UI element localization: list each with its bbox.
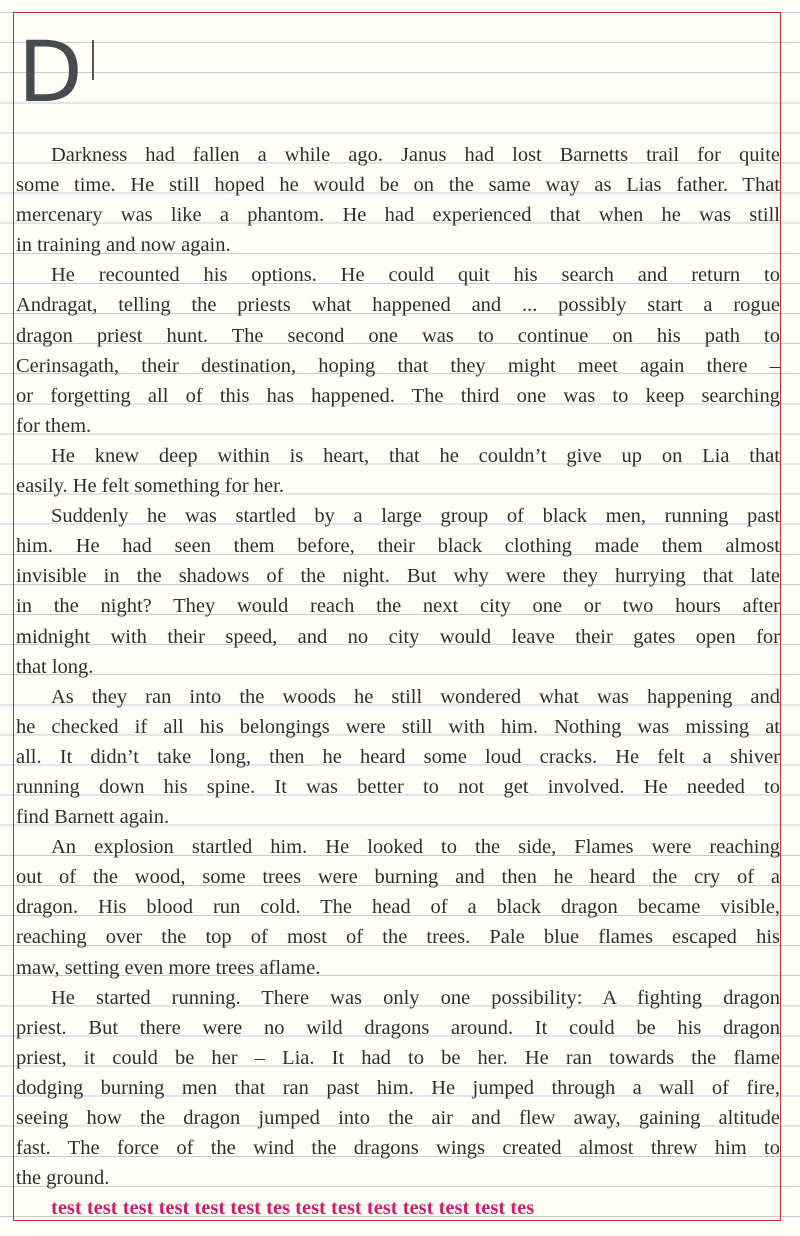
text-line: seeing how the dragon jumped into the air and flew away, gaining altitude xyxy=(16,1107,780,1129)
text-line: dragon priest hunt. The second one was to continue on his path to xyxy=(16,324,780,347)
text-line: An explosion startled him. He looked to the side, Flames were reaching xyxy=(51,836,780,859)
paragraph xyxy=(16,682,780,832)
text-line: out of the wood, some trees were burning and then he heard the cry of a xyxy=(16,866,780,889)
text-line: he checked if all his belongings were still with him. Nothing was missing at xyxy=(16,715,780,738)
text-line: dodging burning men that ran past him. He jumped through a wall of fire, xyxy=(16,1076,780,1099)
text-line: all. It didn’t take long, then he heard some loud cracks. He felt a shiver xyxy=(16,745,780,768)
paragraph xyxy=(16,260,780,441)
text-line: He started running. There was only one possibility: A fighting dragon xyxy=(51,986,780,1009)
text-line: him. He had seen them before, their black clothing made them almost xyxy=(16,535,780,558)
text-line: running down his spine. It was better to not get involved. He needed to xyxy=(16,775,780,798)
text-line: priest, it could be her – Lia. It had to be her. He ran towards the flame xyxy=(16,1046,780,1069)
text-line: find Barnett again. xyxy=(16,806,170,829)
text-line: priest. But there were no wild dragons around. It could be his dragon xyxy=(16,1016,780,1039)
text-line: in the night? They would reach the next city one or two hours after xyxy=(16,595,780,618)
text-line: Darkness had fallen a while ago. Janus had lost Barnetts trail for quite xyxy=(51,144,780,166)
text-line: He knew deep within is heart, that he couldn’t give up on Lia that xyxy=(51,444,780,467)
paragraph xyxy=(16,441,780,501)
drop-cap-heading: D xyxy=(18,23,83,121)
text-line: dragon. His blood run cold. The head of a black dragon became visible, xyxy=(16,896,780,919)
text-line: Cerinsagath, their destination, hoping that they might meet again there – xyxy=(16,354,780,377)
text-line: reaching over the top of most of the trees. Pale blue flames escaped his xyxy=(16,926,780,949)
paragraph xyxy=(16,501,780,682)
text-line: fast. The force of the wind the dragons wings created almost threw him to xyxy=(16,1137,780,1160)
text-line: midnight with their speed, and no city would leave their gates open for xyxy=(16,625,780,648)
text-line: for them. xyxy=(16,414,92,437)
text-line: Andragat, telling the priests what happened and ... possibly start a rogue xyxy=(16,294,780,317)
story-text[interactable] xyxy=(16,140,780,1223)
text-line: easily. He felt something for her. xyxy=(16,475,284,498)
text-line: in training and now again. xyxy=(16,234,231,257)
typed-input-line[interactable]: test test test test test test tes test test test test test test tes xyxy=(51,1197,535,1220)
text-line: mercenary was like a phantom. He had experienced that when he was still xyxy=(16,204,780,227)
text-line: the ground. xyxy=(16,1167,110,1190)
text-cursor xyxy=(92,40,94,80)
text-line: some time. He still hoped he would be on the same way as Lias father. That xyxy=(16,174,780,197)
paragraph xyxy=(16,140,780,260)
text-line: that long. xyxy=(16,655,94,678)
text-line: As they ran into the woods he still wondered what was happening and xyxy=(51,685,780,708)
text-line: maw, setting even more trees aflame. xyxy=(16,956,321,979)
paragraph xyxy=(16,832,780,982)
text-line: or forgetting all of this has happened. The third one was to keep searching xyxy=(16,384,780,407)
paragraph xyxy=(16,983,780,1194)
text-line: Suddenly he was startled by a large group of black men, running past xyxy=(51,505,780,528)
text-line: invisible in the shadows of the night. But why were they hurrying that late xyxy=(16,565,780,588)
text-line: He recounted his options. He could quit his search and return to xyxy=(51,264,780,287)
